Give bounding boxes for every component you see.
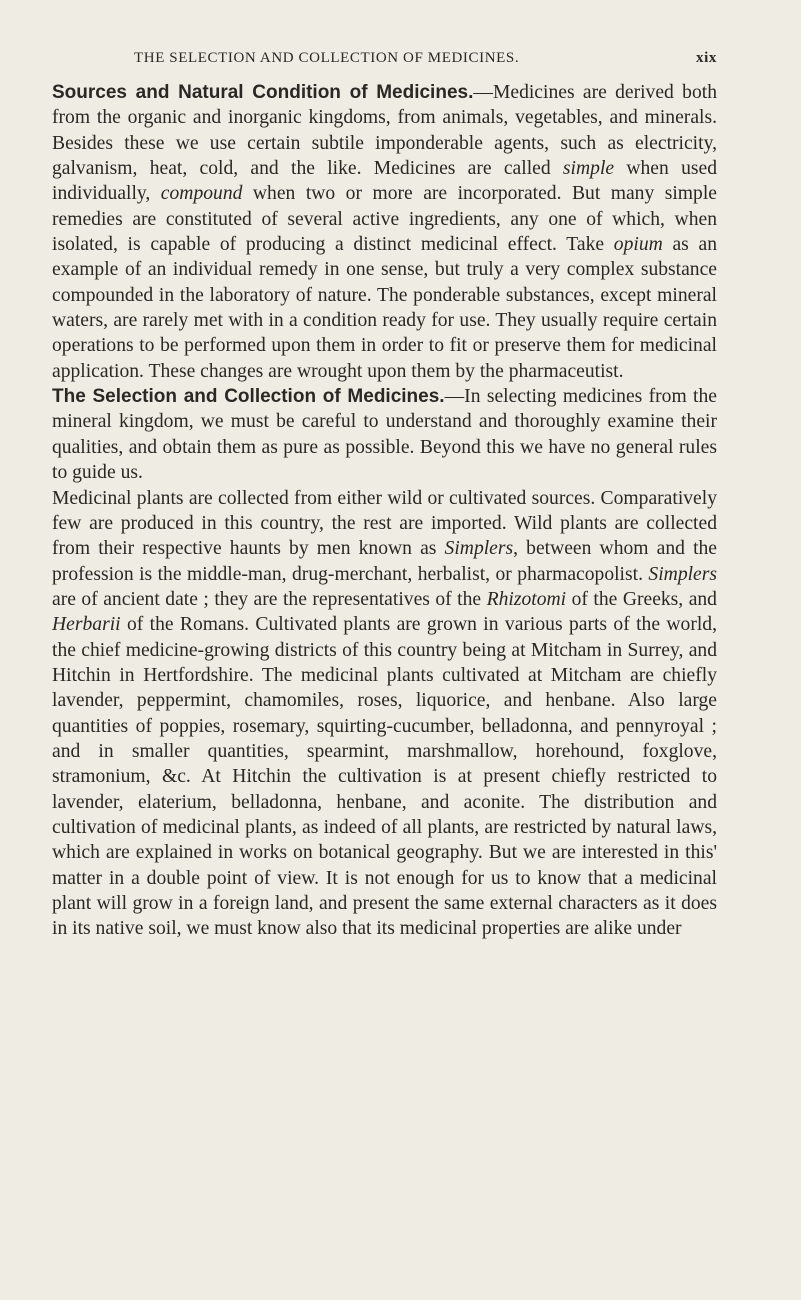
paragraph-selection: [52, 384, 717, 485]
selection-text-1: —In selecting medicines from the mineral kingdom, we must be careful to understand and thoroughly examine their qualities, and obtain them as pure as possible. Beyond this we have no general rules to guide us.: [52, 386, 717, 484]
paragraph-medicinal-plants: [52, 486, 717, 942]
paragraph-sources: [52, 80, 717, 384]
section-heading-selection: The Selection and Collection of Medicines.: [52, 386, 445, 408]
sources-text-3: when two or more are incorporated. But many simple remedies are constituted of several active ingredients, any one of which, when isolated, is capable of producing a distinct medicinal effect. Take: [52, 183, 717, 256]
plants-text-3: are of ancient date ; they are the representatives of the: [52, 588, 487, 610]
sources-text-1: —Medicines are derived both from the organic and inorganic kingdoms, from animals, vegetables, and minerals. Besides these we use certain subtile imponderable agents, such as electricity, galvanism, heat, cold, and the like. Medicines are called: [52, 82, 717, 180]
term-simplers-2: Simplers: [648, 563, 717, 585]
running-head: [52, 50, 717, 80]
section-heading-sources: Sources and Natural Condition of Medicines.: [52, 82, 474, 103]
plants-text-5: of the Romans. Cultivated plants are grown in various parts of the world, the chief medicine-growing districts of this country being at Mitcham in Surrey, and Hitchin in Hertfordshire. The medicinal plants cultivated at Mitcham are chiefly lavender, peppermint, chamomiles, roses, liquorice, and henbane. Also large quantities of poppies, rosemary, squirting-cucumber, belladonna, and pennyroyal ; and in smaller quantities, spearmint, marshmallow, horehound, foxglove, stramonium, &c. At Hitchin the cultivation is at present chiefly restricted to lavender, elaterium, belladonna, henbane, and aconite. The distribution and cultivation of medicinal plants, as indeed of all plants, are restricted by natural laws, which are explained in works on botanical geography. But we are interested in this' matter in a double point of view. It is not enough for us to know that a medicinal plant will grow in a foreign land, and present the same external characters as it does in its native soil, we must know also that its medicinal properties are alike under: [52, 614, 717, 940]
plants-text-2: , between whom and the profession is the middle-man, drug-merchant, herbalist, or pharmacopolist.: [52, 538, 718, 585]
sources-text-4: as an example of an individual remedy in one sense, but truly a very complex substance compounded in the laboratory of nature. The ponderable substances, except mineral waters, are rarely met with in a condition ready for use. They usually require certain operations to be performed upon them in order to fit or preserve them for medicinal application. These changes are wrought upon them by the pharmaceutist.: [52, 234, 717, 382]
plants-text-1: Medicinal plants are collected from either wild or cultivated sources. Comparatively few are produced in this country, the rest are imported. Wild plants are collected from their respective haunts by men known as: [52, 487, 717, 560]
sources-text-2: when used individually,: [52, 158, 717, 205]
page-content: [52, 50, 717, 942]
term-compound: compound: [160, 183, 243, 205]
term-simplers-1: Simplers: [444, 538, 514, 560]
plants-text-4: of the Greeks, and: [566, 588, 717, 610]
term-simple: simple: [562, 158, 615, 180]
running-title: THE SELECTION AND COLLECTION OF MEDICINES.: [134, 50, 520, 66]
page-number: xix: [696, 50, 717, 66]
term-opium: opium: [613, 234, 663, 256]
term-rhizotomi: Rhizotomi: [486, 588, 567, 610]
term-herbarii: Herbarii: [52, 614, 121, 636]
